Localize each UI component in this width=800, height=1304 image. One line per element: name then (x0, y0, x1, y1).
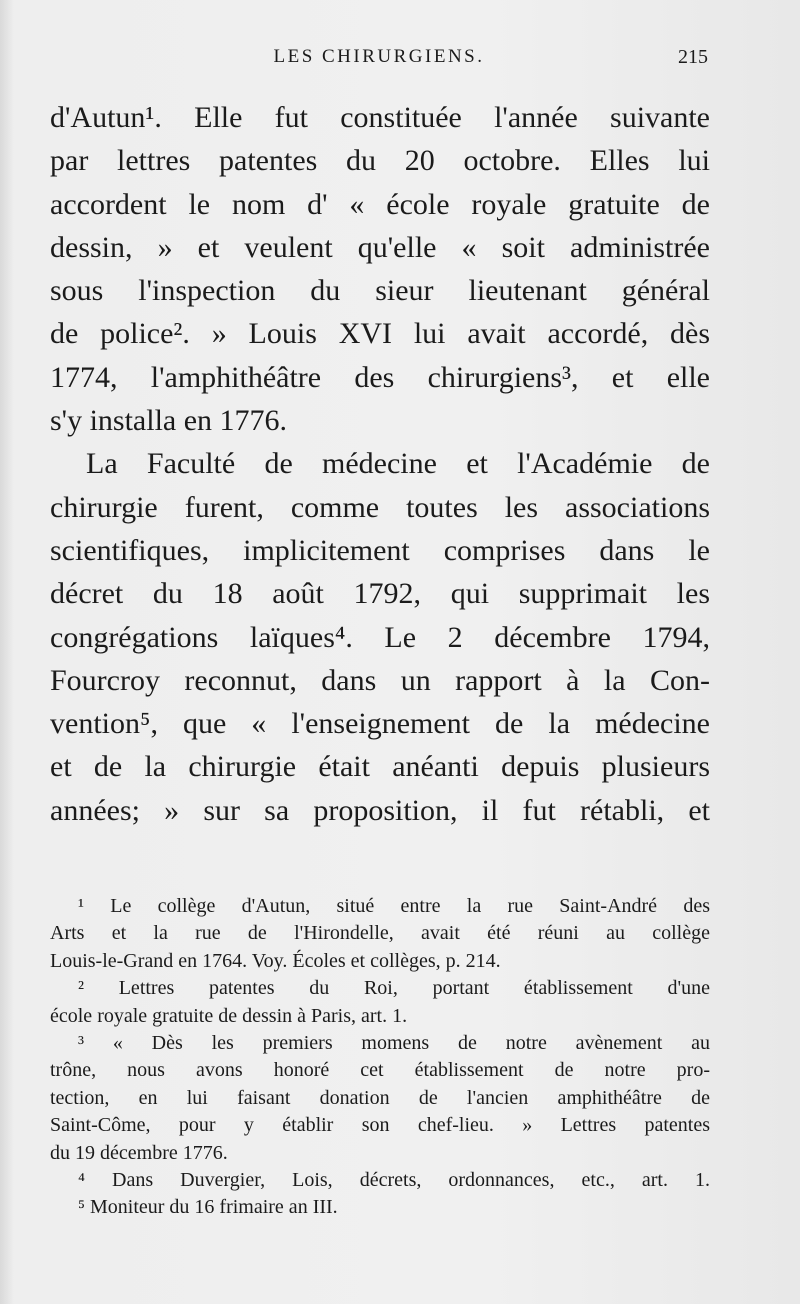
footnote-line: Arts et la rue de l'Hirondelle, avait été réuni au collège (50, 922, 710, 945)
body-line: accordent le nom d' « école royale gratuite de (50, 187, 710, 221)
body-line: de police². » Louis XVI lui avait accordé, dès (50, 317, 710, 351)
body-line: congrégations laïques⁴. Le 2 décembre 1794, (50, 620, 710, 654)
body-line: Fourcroy reconnut, dans un rapport à la Con- (50, 663, 710, 697)
body-line: décret du 18 août 1792, qui supprimait les (50, 577, 710, 611)
body-line: vention⁵, que « l'enseignement de la médecine (50, 707, 710, 741)
footnote-line: ⁵ Moniteur du 16 frimaire an III. (78, 1196, 338, 1219)
footnote-line: du 19 décembre 1776. (50, 1141, 228, 1164)
running-title: LES CHIRURGIENS. (273, 46, 485, 67)
body-line: d'Autun¹. Elle fut constituée l'année suivante (50, 101, 710, 134)
body-line: 1774, l'amphithéâtre des chirurgiens³, et elle (50, 360, 710, 394)
running-header (50, 46, 708, 76)
body-line: années; » sur sa proposition, il fut rétabli, et (50, 793, 710, 827)
footnote-line: Saint-Côme, pour y établir son chef-lieu. » Lettres patentes (50, 1114, 710, 1137)
footnotes (50, 893, 710, 1222)
footnote-line: Louis-le-Grand en 1764. Voy. Écoles et collèges, p. 214. (50, 949, 501, 972)
body-line: par lettres patentes du 20 octobre. Elles lui (50, 144, 710, 178)
body-line: s'y installa en 1776. (50, 404, 288, 438)
footnote-line: ³ « Dès les premiers momens de notre avènement au (78, 1032, 710, 1055)
footnote-line: ⁴ Dans Duvergier, Lois, décrets, ordonnances, etc., art. 1. (78, 1169, 710, 1192)
body-line: scientifiques, implicitement comprises dans le (50, 533, 710, 567)
footnote-line: école royale gratuite de dessin à Paris, art. 1. (50, 1004, 408, 1027)
body-line: La Faculté de médecine et l'Académie de (86, 447, 710, 481)
body-line: chirurgie furent, comme toutes les associations (50, 490, 710, 524)
page-number: 215 (678, 46, 708, 68)
body-line: sous l'inspection du sieur lieutenant général (50, 274, 710, 308)
footnote-line: ¹ Le collège d'Autun, situé entre la rue Saint-André des (78, 895, 710, 917)
footnote-line: ² Lettres patentes du Roi, portant établissement d'une (78, 977, 710, 1000)
footnote-line: trône, nous avons honoré cet établissement de notre pro- (50, 1059, 710, 1082)
body-line: dessin, » et veulent qu'elle « soit administrée (50, 230, 710, 264)
footnote-line: tection, en lui faisant donation de l'ancien amphithéâtre de (50, 1086, 710, 1109)
body-text (50, 96, 710, 832)
body-line: et de la chirurgie était anéanti depuis plusieurs (50, 750, 710, 784)
